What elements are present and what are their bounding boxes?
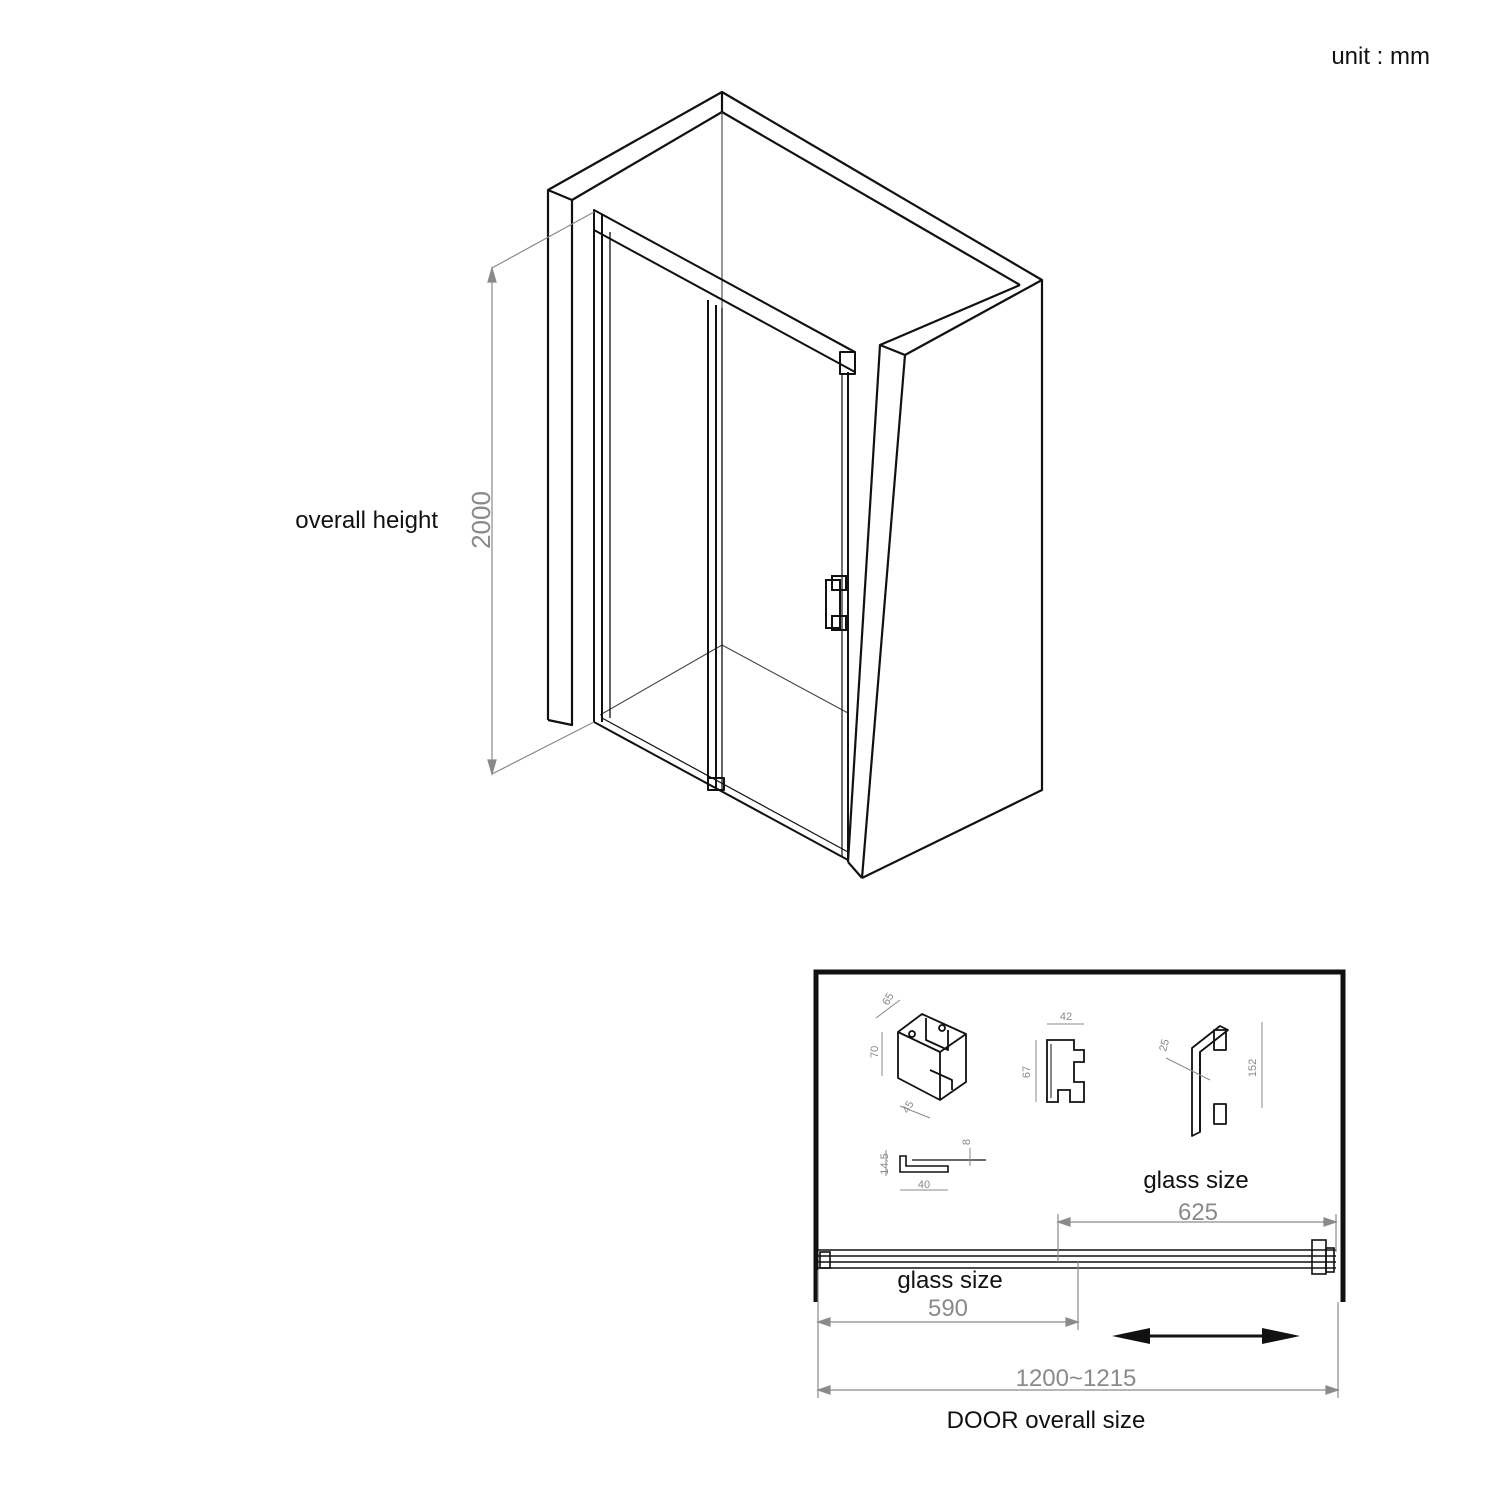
bracket-body: [898, 1014, 966, 1100]
sliding-direction-arrow-icon: [1112, 1328, 1300, 1344]
bracket-dim-lines: [876, 1000, 930, 1118]
door-handle-icon: [826, 576, 846, 630]
height-value: 2000: [466, 491, 496, 549]
right-wall-front-right: [862, 355, 905, 878]
rail-end-left: [820, 1252, 830, 1268]
top-rail-edge: [600, 213, 850, 350]
profile-width: 42: [1059, 1011, 1073, 1023]
height-ext-top: [492, 212, 594, 268]
glass-size-fixed-label: glass size: [1143, 1167, 1249, 1194]
plan-walls: [816, 972, 1343, 1302]
right-wall-top-inner: [722, 112, 1020, 285]
handle-mount-bottom: [1214, 1104, 1226, 1124]
right-wall-bottom: [848, 862, 862, 878]
bracket-detail: [869, 991, 966, 1118]
dim-590-arrow-right: [1066, 1318, 1078, 1326]
plan-view: [816, 972, 1343, 1434]
height-dimension: [488, 212, 594, 774]
dim-625-arrow-right: [1324, 1218, 1336, 1226]
plan-rails: [818, 1240, 1336, 1274]
bracket-slot: [926, 1018, 948, 1050]
height-label: overall height: [295, 507, 438, 534]
handle-length: 152: [1247, 1058, 1259, 1078]
height-ext-bottom: [492, 722, 594, 774]
bracket-hole: [909, 1031, 915, 1037]
guide-detail: [879, 1139, 986, 1191]
dim-625-arrow-left: [1058, 1218, 1070, 1226]
profile-height: 67: [1021, 1065, 1033, 1079]
bracket-dim-2: 70: [869, 1045, 881, 1058]
bracket-dim-1: 65: [880, 990, 897, 1008]
left-wall-top-inner: [572, 112, 722, 200]
interior-lines: [600, 112, 848, 715]
bracket-lower-step: [930, 1070, 952, 1090]
handle-detail: [1157, 1022, 1262, 1136]
shower-door: [594, 210, 855, 860]
guide-thickness: 8: [961, 1138, 973, 1146]
bracket-hole-2: [939, 1025, 945, 1031]
dim-overall-arrow-right: [1326, 1386, 1338, 1394]
handle-dim-depth: [1166, 1058, 1210, 1080]
wall-outline: [548, 92, 1042, 878]
height-arrow-top: [488, 268, 496, 282]
glass-size-fixed-value: 625: [1177, 1199, 1219, 1226]
isometric-enclosure: [548, 92, 1042, 878]
arrow-head-left: [1112, 1328, 1150, 1344]
floor-line-left: [600, 645, 722, 715]
handle-depth: 25: [1157, 1037, 1173, 1053]
dim-overall-arrow-left: [818, 1386, 830, 1394]
left-wall-front-edge: [548, 190, 572, 725]
right-wall-top-face: [880, 280, 1042, 355]
arrow-head-right: [1262, 1328, 1300, 1344]
guide-height: 14.5: [879, 1153, 891, 1175]
dim-590-arrow-left: [818, 1318, 830, 1326]
handle-plan-block: [1312, 1240, 1326, 1274]
unit-label: unit : mm: [1331, 43, 1430, 70]
profile-detail: [1021, 1011, 1084, 1102]
top-rail: [594, 210, 855, 372]
guide-shape: [900, 1156, 948, 1172]
right-wall-front-left: [848, 345, 880, 862]
guide-width: 40: [917, 1179, 931, 1191]
glass-size-door-label: glass size: [897, 1267, 1003, 1294]
overall-size-value: 1200~1215: [1015, 1365, 1137, 1392]
floor-line-right: [722, 645, 848, 713]
overall-size-label: DOOR overall size: [946, 1407, 1146, 1434]
handle-bar: [1192, 1026, 1228, 1136]
profile-shape: [1047, 1040, 1084, 1102]
glass-size-door-value: 590: [927, 1295, 969, 1322]
bracket-dim-3: 45: [900, 1098, 917, 1116]
